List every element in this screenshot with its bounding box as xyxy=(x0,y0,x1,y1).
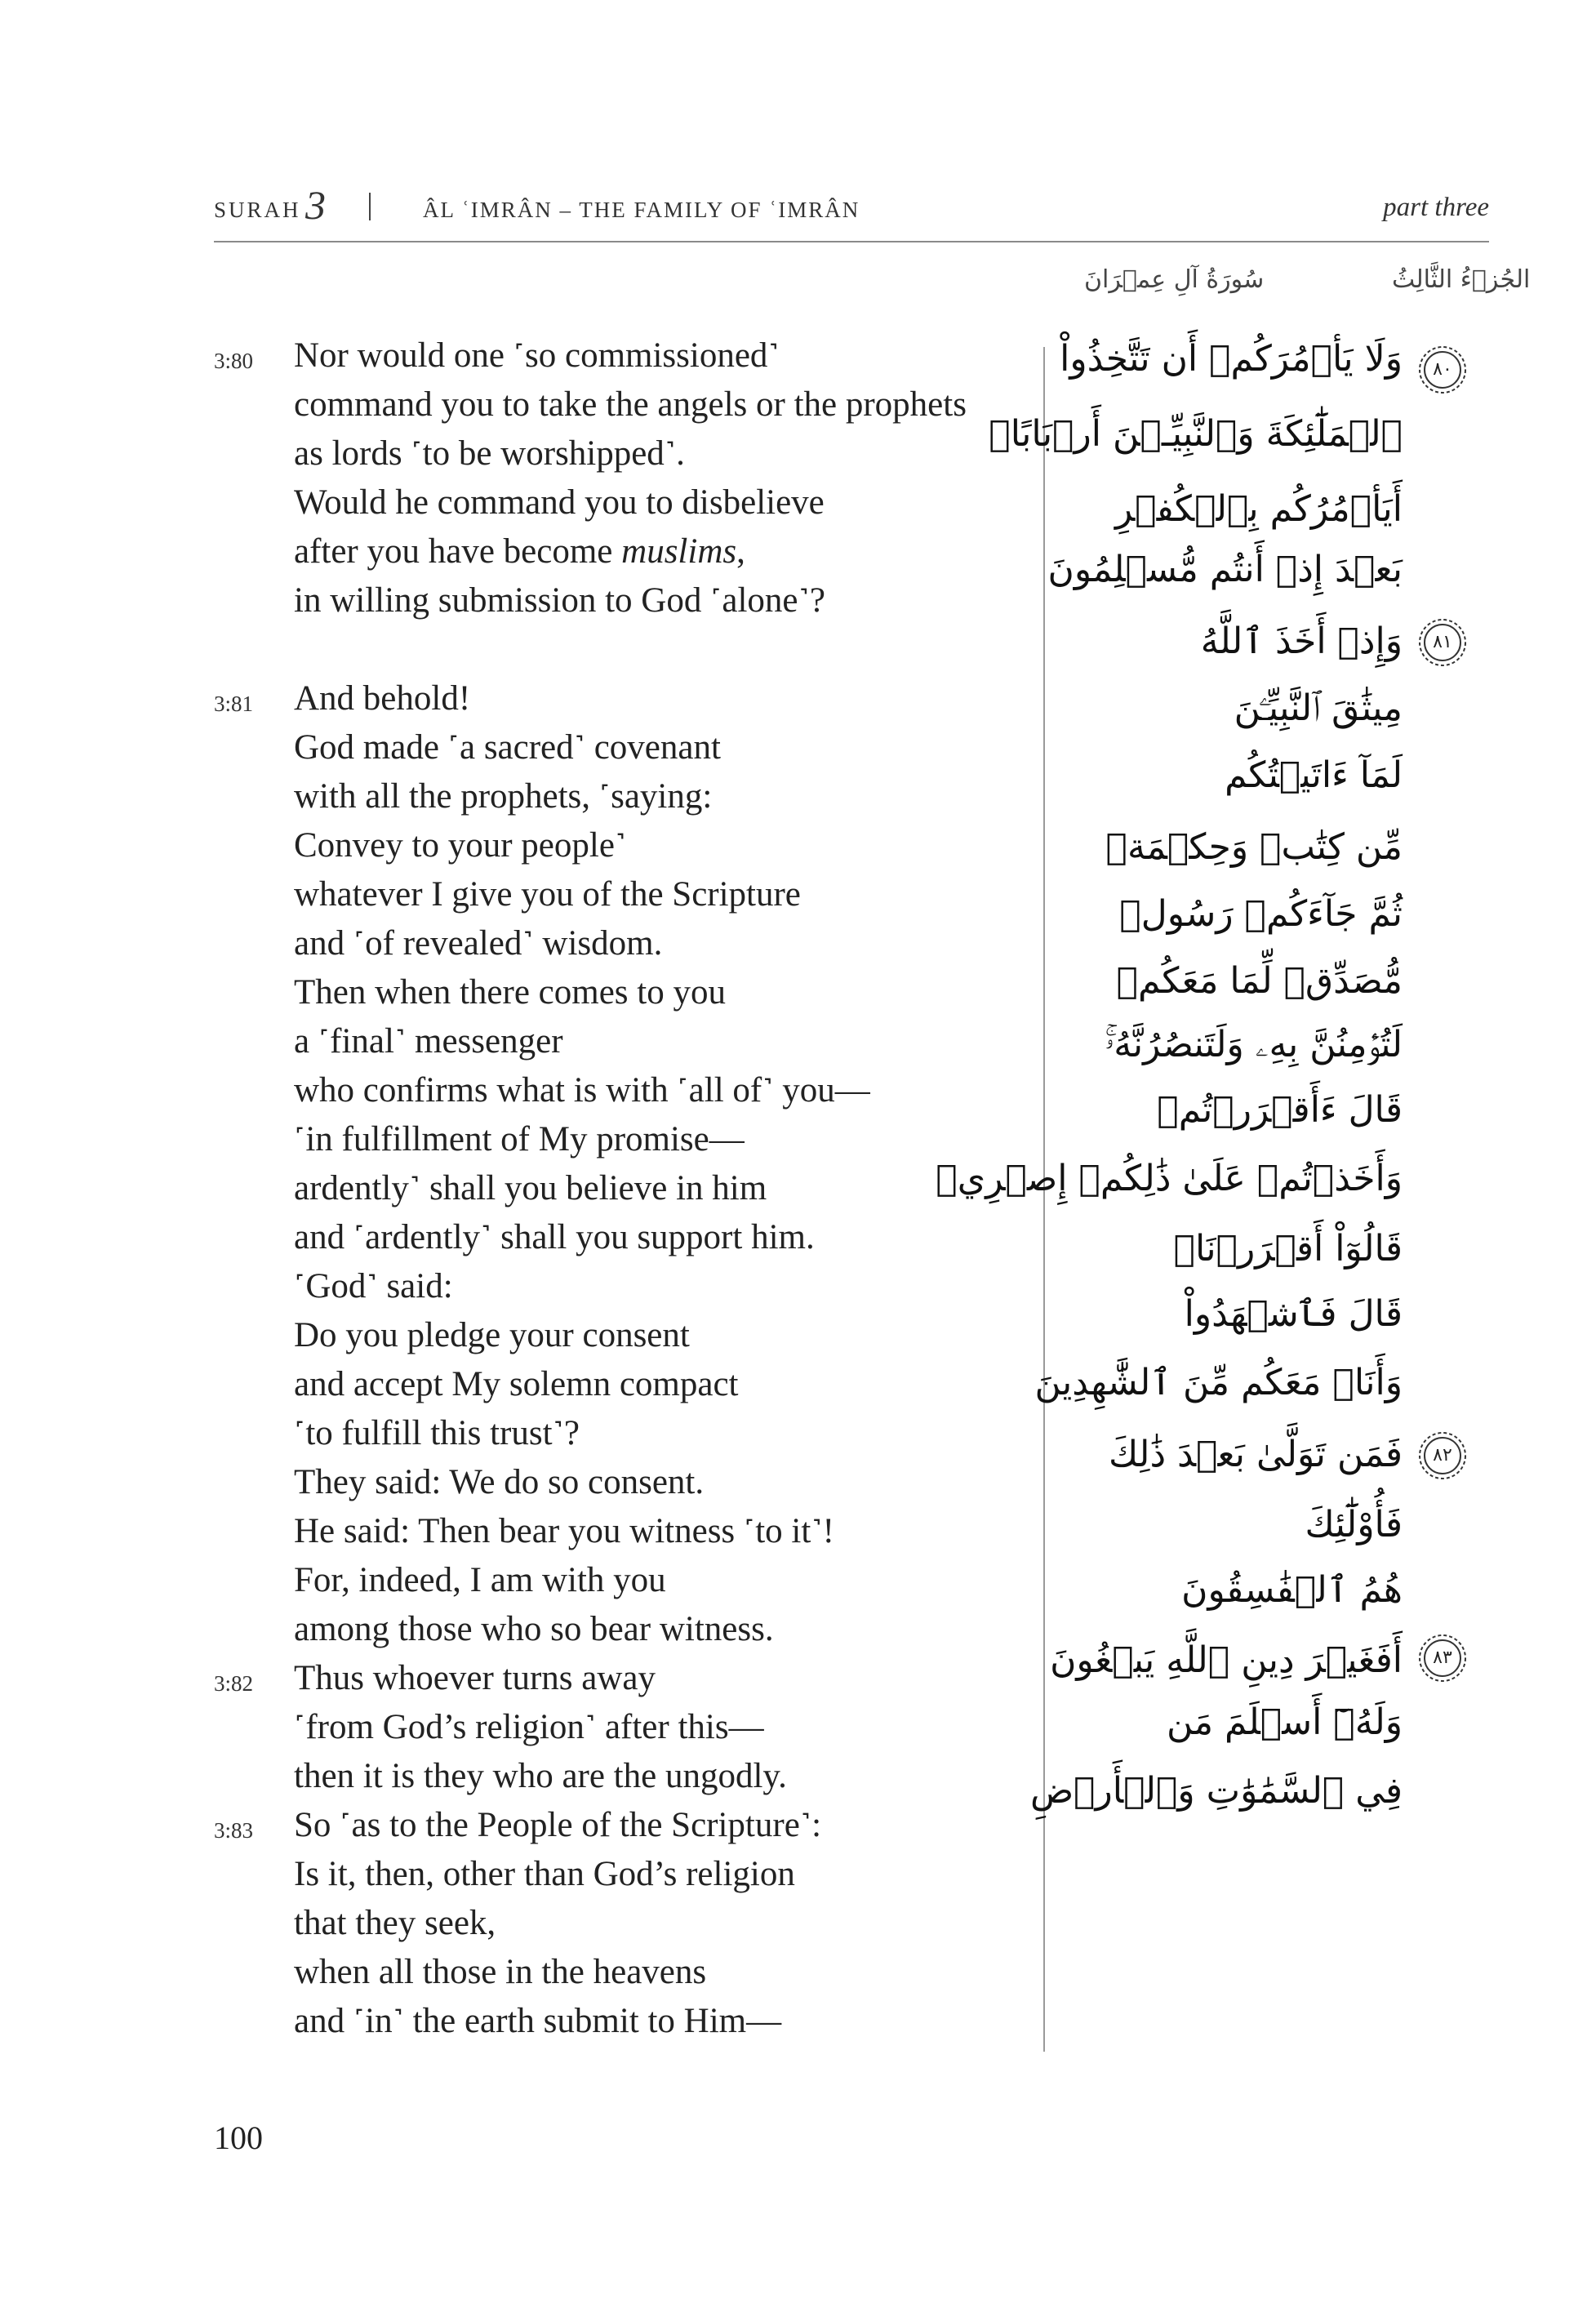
arabic-line: بَعۡدَ إِذۡ أَنتُم مُّسۡلِمُونَ xyxy=(1047,549,1403,590)
verse-marker-82: ٨٢ xyxy=(1417,1430,1468,1481)
italic-term: muslims xyxy=(621,532,737,571)
arabic-line: وَأَنَا۠ مَعَكُم مِّنَ ٱلشَّٰهِدِينَ xyxy=(1034,1362,1403,1403)
arabic-line: مِيثَٰقَ ٱلنَّبِيِّـۧنَ xyxy=(1234,687,1403,729)
verse-number: 3:81 xyxy=(214,692,254,716)
surah-label: SURAH xyxy=(214,198,301,222)
arabic-line: مُّصَدِّقٞ لِّمَا مَعَكُمۡ xyxy=(1116,960,1403,1002)
arabic-line: ثُمَّ جَآءَكُمۡ رَسُولٞ xyxy=(1119,893,1403,935)
header-separator xyxy=(369,193,371,220)
running-header xyxy=(214,181,1489,238)
verse-number: 3:80 xyxy=(214,349,254,373)
arabic-line: قَالَ ءَأَقۡرَرۡتُمۡ xyxy=(1157,1089,1403,1131)
arabic-line: لَتُؤۡمِنُنَّ بِهِۦ وَلَتَنصُرُنَّهُۥۚ xyxy=(1105,1024,1403,1065)
arabic-line: فِي ٱلسَّمَٰوَٰتِ وَٱلۡأَرۡضِ xyxy=(1029,1770,1403,1812)
verse-marker-80: ٨٠ xyxy=(1417,345,1468,395)
arabic-line: وَأَخَذۡتُمۡ عَلَىٰ ذَٰلِكُمۡ إِصۡرِيۖ xyxy=(936,1158,1403,1199)
surah-number: 3 xyxy=(305,182,326,228)
arabic-line: وَإِذۡ أَخَذَ ٱللَّهُ xyxy=(1200,620,1403,662)
arabic-line: ٱلۡمَلَٰٓئِكَةَ وَٱلنَّبِيِّـۧنَ أَرۡبَابًاۗ xyxy=(989,413,1403,455)
arabic-line: أَيَأۡمُرُكُم بِٱلۡكُفۡرِ xyxy=(1114,488,1403,530)
arabic-line: قَالَ فَٱشۡهَدُواْ xyxy=(1184,1293,1403,1335)
arabic-line: أَفَغَيۡرَ دِينِ ٱللَّهِ يَبۡغُونَ xyxy=(1050,1639,1403,1681)
header-rule xyxy=(214,241,1489,242)
arabic-line: وَلَا يَأۡمُرَكُمۡ أَن تَتَّخِذُواْ xyxy=(1060,338,1403,380)
verse-marker-83: ٨٣ xyxy=(1417,1633,1468,1683)
arabic-line: لَمَآ ءَاتَيۡتُكُم xyxy=(1225,754,1403,796)
arabic-line: هُمُ ٱلۡفَٰسِقُونَ xyxy=(1181,1569,1403,1611)
page-number: 100 xyxy=(214,2119,263,2156)
part-label: part three xyxy=(1383,193,1489,222)
arabic-line: وَلَهُۥٓ أَسۡلَمَ مَن xyxy=(1166,1701,1403,1743)
arabic-line: قَالُوٓاْ أَقۡرَرۡنَاۚ xyxy=(1173,1228,1403,1270)
surah-title: ÂL ʿIMRÂN – THE FAMILY OF ʿIMRÂN xyxy=(423,198,860,222)
verse-number: 3:82 xyxy=(214,1671,254,1696)
arabic-part-title: الجُزۡءُ الثَّالِثُ xyxy=(1392,265,1531,294)
verse-marker-81: ٨١ xyxy=(1417,617,1468,668)
arabic-line: فَأُوْلَٰٓئِكَ xyxy=(1305,1504,1403,1545)
arabic-line: مِّن كِتَٰبٖ وَحِكۡمَةٖ xyxy=(1105,826,1403,868)
verse-number: 3:83 xyxy=(214,1818,254,1843)
arabic-line: فَمَن تَوَلَّىٰ بَعۡدَ ذَٰلِكَ xyxy=(1108,1434,1403,1475)
arabic-surah-title: سُورَةُ آلِ عِمۡرَانَ xyxy=(1084,265,1265,294)
